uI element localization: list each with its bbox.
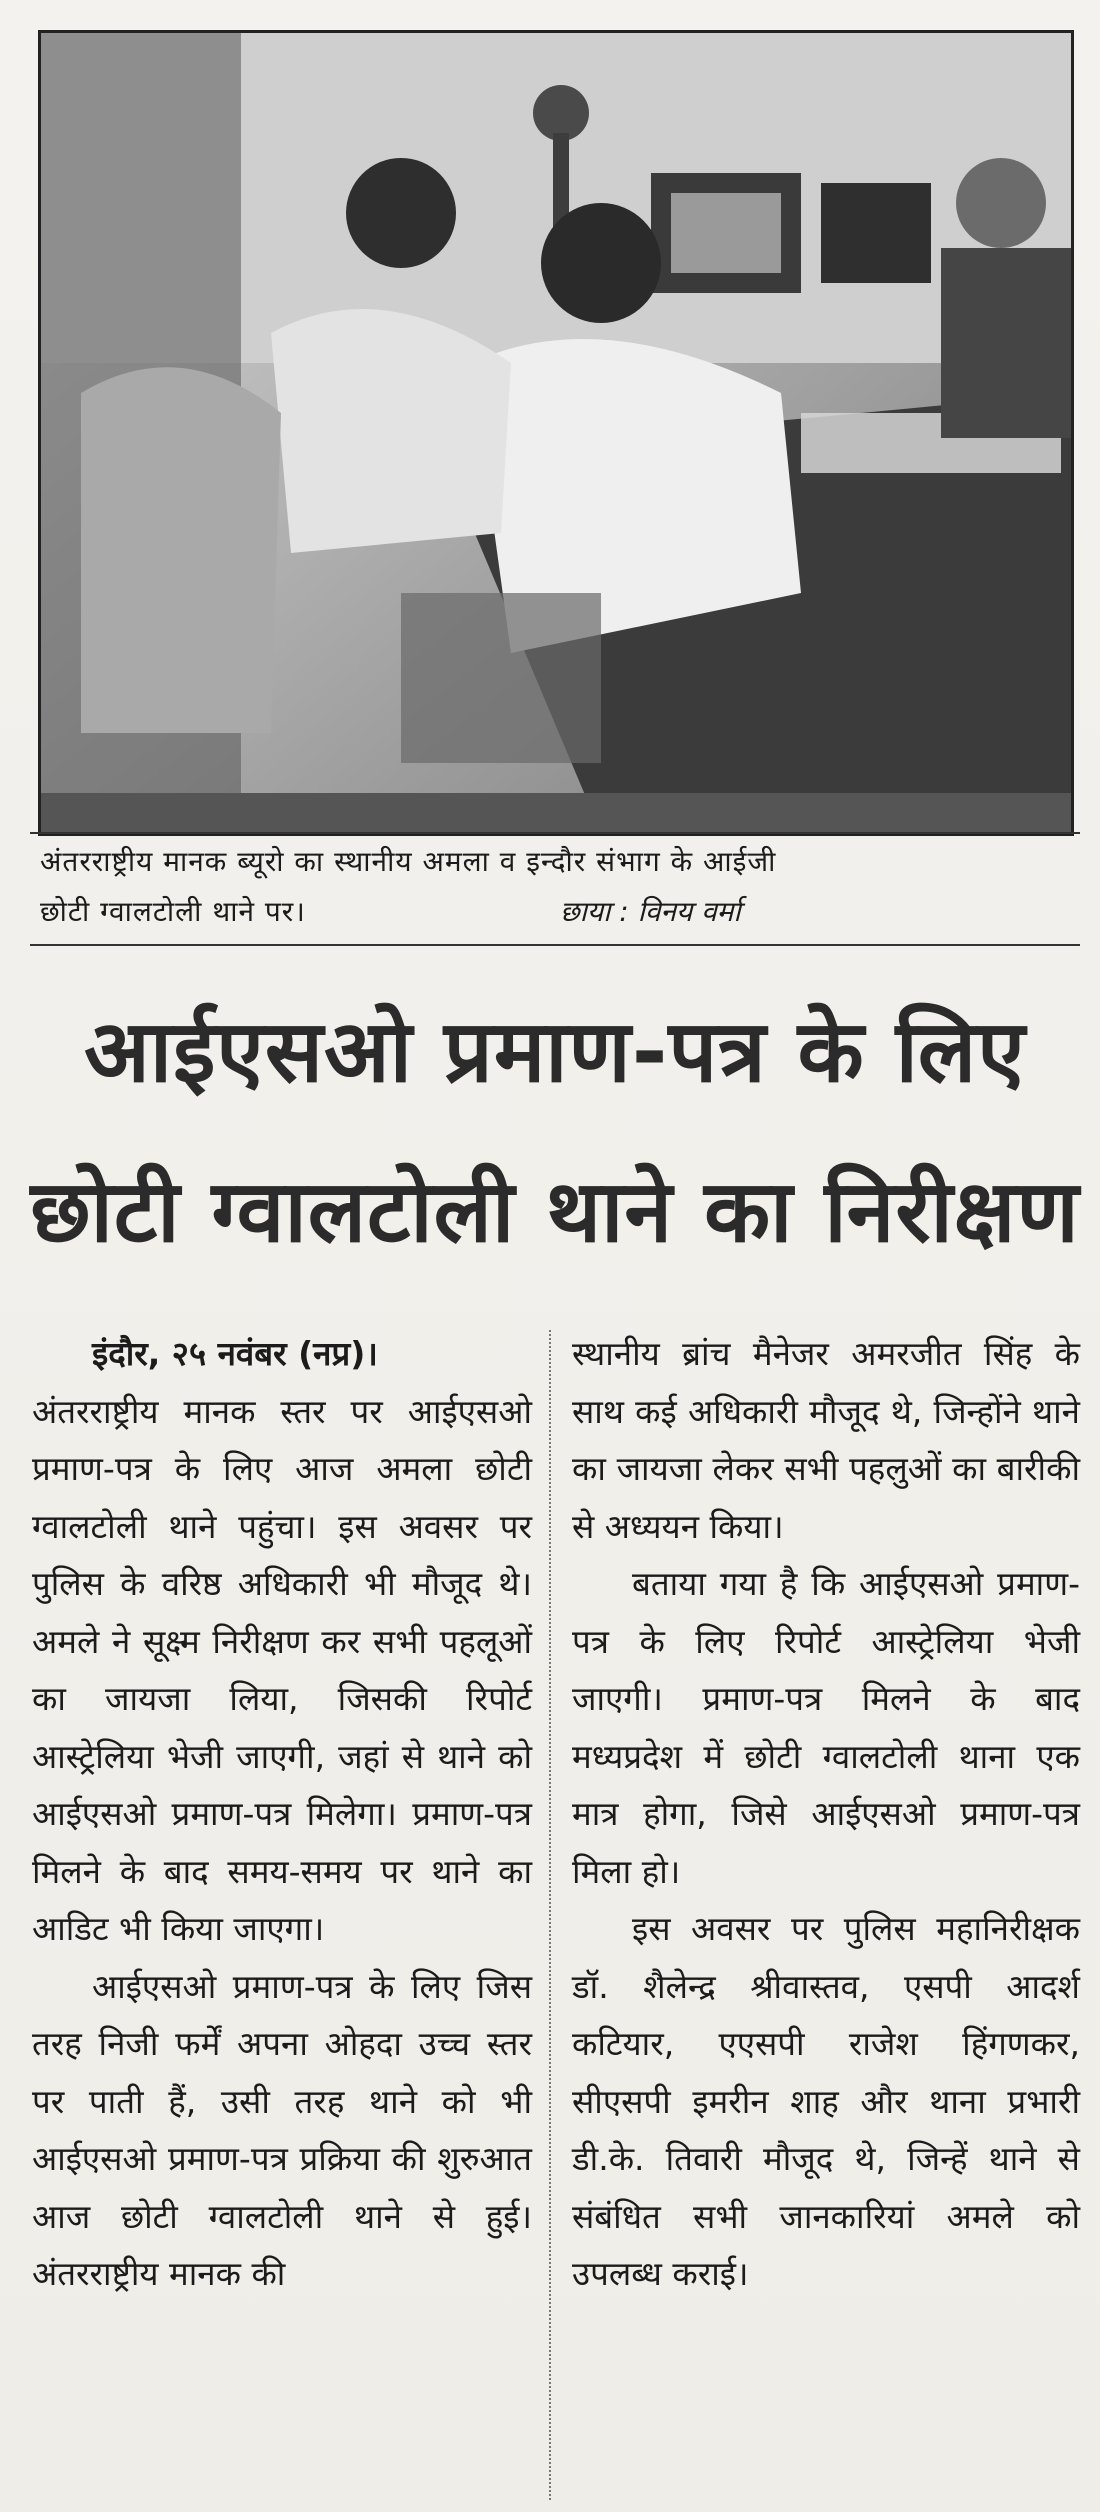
- column-divider: [549, 1330, 552, 2500]
- dateline: इंदौर, २५ नवंबर (नप्र)।: [92, 1334, 378, 1373]
- photo-credit: छाया : विनय वर्मा: [560, 895, 741, 928]
- headline-line-2: छोटी ग्वालटोली थाने का निरीक्षण: [30, 1162, 1080, 1262]
- paragraph: आईएसओ प्रमाण-पत्र के लिए जिस तरह निजी फर्में अपना ओहदा उच्च स्तर पर पाती हैं, उसी तरह थाने को भी आईएसओ प्रमाण-पत्र प्रक्रिया की शुरुआत आज छोटी ग्वालटोली थाने से हुई। अंतरराष्ट्रीय मानक की: [32, 1966, 532, 2293]
- photo-caption: [30, 832, 1080, 946]
- paragraph: स्थानीय ब्रांच मैनेजर अमरजीत सिंह के साथ कई अधिकारी मौजूद थे, जिन्होंने थाने का जायजा लेकर सभी पहलुओं का बारीकी से अध्ययन किया।: [572, 1334, 1080, 1546]
- headline-line-1: आईएसओ प्रमाण-पत्र के लिए: [84, 1002, 1026, 1102]
- caption-line-2: छोटी ग्वालटोली थाने पर।: [40, 895, 306, 928]
- photo-illustration: [41, 33, 1071, 833]
- caption-line-1: अंतरराष्ट्रीय मानक ब्यूरो का स्थानीय अमला व इन्दौर संभाग के आईजी: [40, 845, 777, 878]
- paragraph: इस अवसर पर पुलिस महानिरीक्षक डॉ. शैलेन्द्र श्रीवास्तव, एसपी आदर्श कटियार, एएसपी राजेश हिंगणकर, सीएसपी इमरीन शाह और थाना प्रभारी डी.के. तिवारी मौजूद थे, जिन्हें थाने से संबंधित सभी जानकारियां अमले को उपलब्ध कराई।: [572, 1909, 1080, 2293]
- news-photo: [38, 30, 1074, 836]
- paragraph: अंतरराष्ट्रीय मानक स्तर पर आईएसओ प्रमाण-पत्र के लिए आज अमला छोटी ग्वालटोली थाने पहुंचा। इस अवसर पर पुलिस के वरिष्ठ अधिकारी भी मौजूद थे। अमले ने सूक्ष्म निरीक्षण कर सभी पहलूओं का जायजा लिया, जिसकी रिपोर्ट आस्ट्रेलिया भेजी जाएगी, जहां से थाने को आईएसओ प्रमाण-पत्र मिलेगा। प्रमाण-पत्र मिलने के बाद समय-समय पर थाने का आडिट भी किया जाएगा।: [32, 1391, 532, 1948]
- paragraph: बताया गया है कि आईएसओ प्रमाण-पत्र के लिए रिपोर्ट आस्ट्रेलिया भेजी जाएगी। प्रमाण-पत्र मिलने के बाद मध्यप्रदेश में छोटी ग्वालटोली थाना एक मात्र होगा, जिसे आईएसओ प्रमाण-पत्र मिला हो।: [572, 1564, 1080, 1891]
- article-column-right: [572, 1325, 1080, 2303]
- article-column-left: [32, 1325, 532, 2303]
